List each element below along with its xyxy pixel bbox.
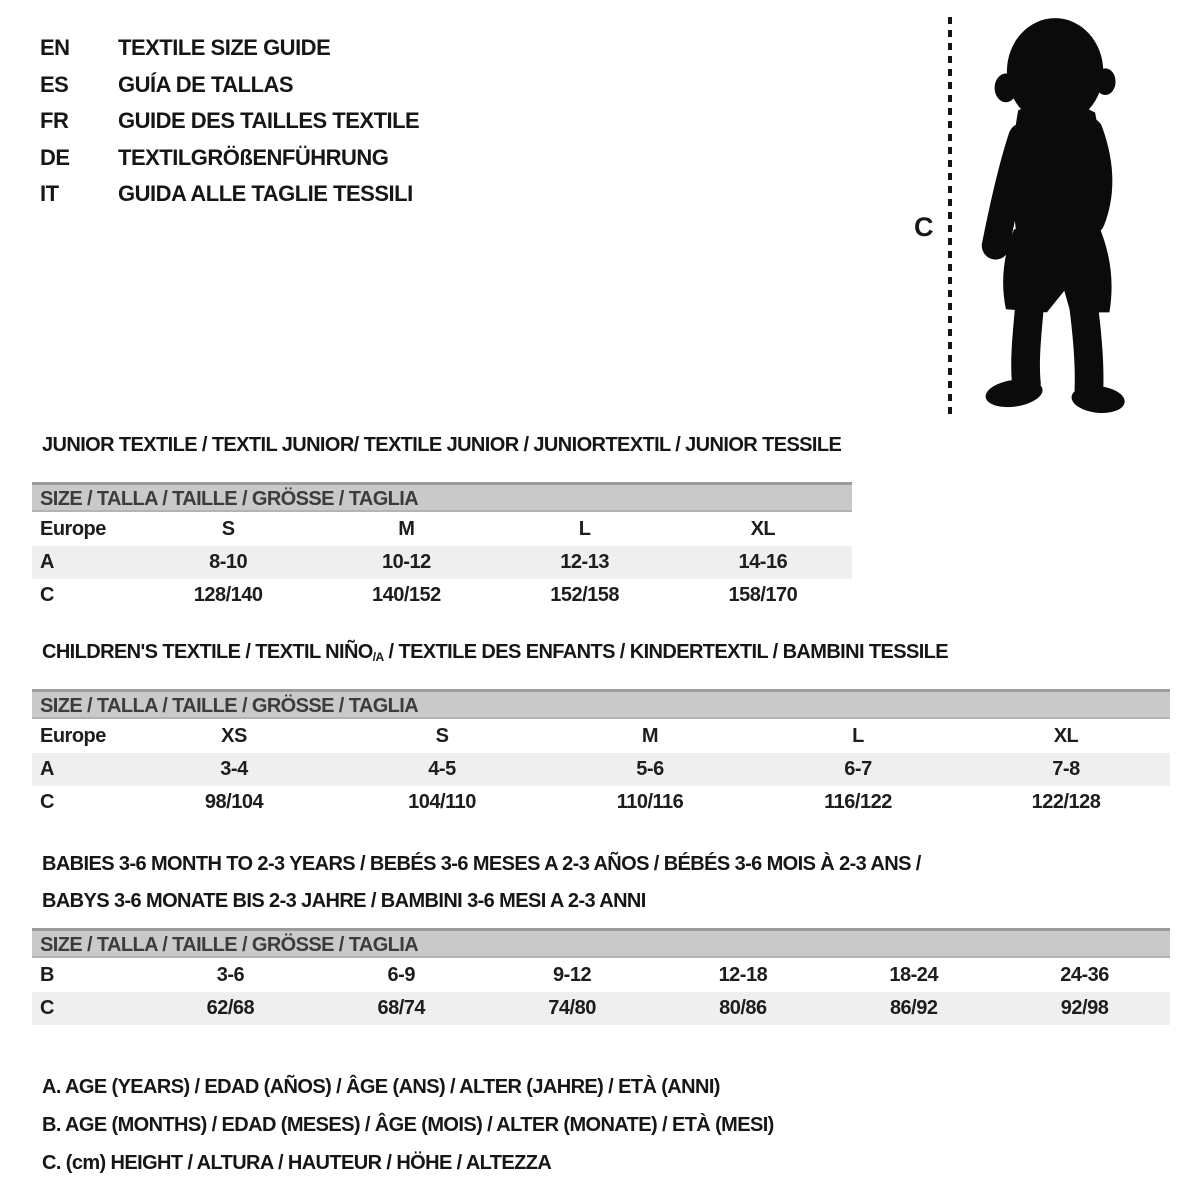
row-label: C: [32, 992, 145, 1025]
language-row-de: [40, 140, 419, 177]
table-cell: XL: [750, 517, 776, 540]
legend-notes: [42, 1068, 774, 1182]
row-label: C: [40, 791, 54, 813]
table-cell: 62/68: [145, 992, 316, 1025]
table-cell: 10-12: [317, 546, 495, 579]
language-code: ES: [40, 71, 69, 97]
table-cell: 8-10: [139, 546, 317, 579]
table-cell: 74/80: [487, 992, 658, 1025]
table-cell: L: [578, 517, 591, 540]
table-row: [32, 579, 852, 612]
table-cell: 4-5: [338, 753, 546, 786]
language-title: GUÍA DE TALLAS: [118, 71, 294, 97]
table-cell: 3-6: [216, 963, 245, 986]
language-title: GUIDE DES TAILLES TEXTILE: [118, 108, 420, 134]
children-section-title: [42, 641, 948, 664]
table-cell: 6-9: [387, 963, 415, 986]
children-title-subscript: /A: [372, 650, 384, 664]
table-cell: 122/128: [1031, 791, 1101, 813]
table-cell: 92/98: [999, 992, 1170, 1025]
row-label: A: [32, 546, 139, 579]
table-cell: M: [641, 724, 659, 747]
table-cell: 128/140: [193, 584, 263, 606]
table-row: [32, 753, 1170, 786]
row-label: Europe: [40, 517, 106, 540]
junior-size-table: [32, 482, 852, 612]
table-cell: S: [221, 517, 235, 540]
table-cell: 7-8: [962, 753, 1170, 786]
language-row-en: [40, 30, 419, 67]
row-label: A: [32, 753, 130, 786]
size-header-bar: SIZE / TALLA / TAILLE / GRÖSSE / TAGLIA: [32, 928, 1170, 958]
babies-section-title: [42, 846, 921, 920]
toddler-silhouette-icon: [962, 12, 1142, 422]
language-title: GUIDA ALLE TAGLIE TESSILI: [118, 181, 413, 207]
language-code: FR: [40, 108, 69, 134]
junior-section-title: JUNIOR TEXTILE / TEXTIL JUNIOR/ TEXTILE JUNIOR / JUNIORTEXTIL / JUNIOR TESSILE: [42, 434, 842, 456]
language-row-it: [40, 176, 419, 213]
row-label: Europe: [40, 724, 106, 747]
table-cell: 110/116: [616, 791, 684, 813]
height-measure-label: C: [914, 212, 934, 242]
table-cell: 68/74: [316, 992, 487, 1025]
size-header-bar: SIZE / TALLA / TAILLE / GRÖSSE / TAGLIA: [32, 482, 852, 512]
note-age-months: B. AGE (MONTHS) / EDAD (MESES) / ÂGE (MOIS) / ALTER (MONATE) / ETÀ (MESI): [42, 1114, 774, 1136]
children-title-prefix: CHILDREN'S TEXTILE / TEXTIL NIÑO: [42, 641, 373, 663]
row-label: B: [40, 963, 54, 986]
table-row: [32, 958, 1170, 992]
table-row: [32, 546, 852, 579]
babies-title-line1: BABIES 3-6 MONTH TO 2-3 YEARS / BEBÉS 3-6 MESES A 2-3 AÑOS / BÉBÉS 3-6 MOIS À 2-3 ANS /: [42, 853, 921, 875]
table-cell: 18-24: [889, 963, 939, 986]
table-row: [32, 992, 1170, 1025]
table-row: [32, 719, 1170, 753]
table-cell: M: [398, 517, 415, 540]
table-cell: 5-6: [546, 753, 754, 786]
table-cell: L: [852, 724, 864, 747]
language-title: TEXTILGRÖßENFÜHRUNG: [118, 144, 389, 170]
note-age-years: A. AGE (YEARS) / EDAD (AÑOS) / ÂGE (ANS) / ALTER (JAHRE) / ETÀ (ANNI): [42, 1076, 720, 1098]
children-size-table: [32, 689, 1170, 819]
language-row-es: [40, 67, 419, 104]
babies-size-table: [32, 928, 1170, 1025]
table-cell: 24-36: [1060, 963, 1109, 986]
table-cell: 152/158: [550, 584, 620, 606]
table-cell: 86/92: [828, 992, 999, 1025]
table-cell: 158/170: [728, 584, 798, 606]
note-height-cm: C. (cm) HEIGHT / ALTURA / HAUTEUR / HÖHE / ALTEZZA: [42, 1152, 552, 1174]
babies-title-line2: BABYS 3-6 MONATE BIS 2-3 JAHRE / BAMBINI 3-6 MESI A 2-3 ANNI: [42, 890, 646, 912]
children-title-suffix: / TEXTILE DES ENFANTS / KINDERTEXTIL / BAMBINI TESSILE: [383, 641, 949, 663]
table-cell: XS: [221, 724, 247, 747]
table-row: [32, 512, 852, 546]
table-cell: 6-7: [754, 753, 962, 786]
table-cell: XL: [1053, 724, 1079, 747]
table-cell: 12-13: [496, 546, 674, 579]
table-cell: 140/152: [371, 584, 441, 606]
table-cell: 14-16: [674, 546, 852, 579]
language-code: DE: [40, 144, 70, 170]
row-label: C: [40, 584, 54, 606]
table-cell: 116/122: [824, 791, 892, 813]
language-code: EN: [40, 35, 70, 61]
size-header-bar: SIZE / TALLA / TAILLE / GRÖSSE / TAGLIA: [32, 689, 1170, 719]
height-dashed-line: [948, 17, 952, 415]
language-title-block: [40, 30, 419, 213]
table-cell: 98/104: [204, 791, 264, 813]
table-cell: 3-4: [130, 753, 338, 786]
language-title: TEXTILE SIZE GUIDE: [118, 35, 331, 61]
table-cell: 9-12: [553, 963, 592, 986]
language-row-fr: [40, 103, 419, 140]
table-cell: S: [435, 724, 449, 747]
table-cell: 104/110: [408, 791, 476, 813]
table-cell: 12-18: [718, 963, 768, 986]
table-row: [32, 786, 1170, 819]
table-cell: 80/86: [657, 992, 828, 1025]
language-code: IT: [40, 181, 59, 207]
